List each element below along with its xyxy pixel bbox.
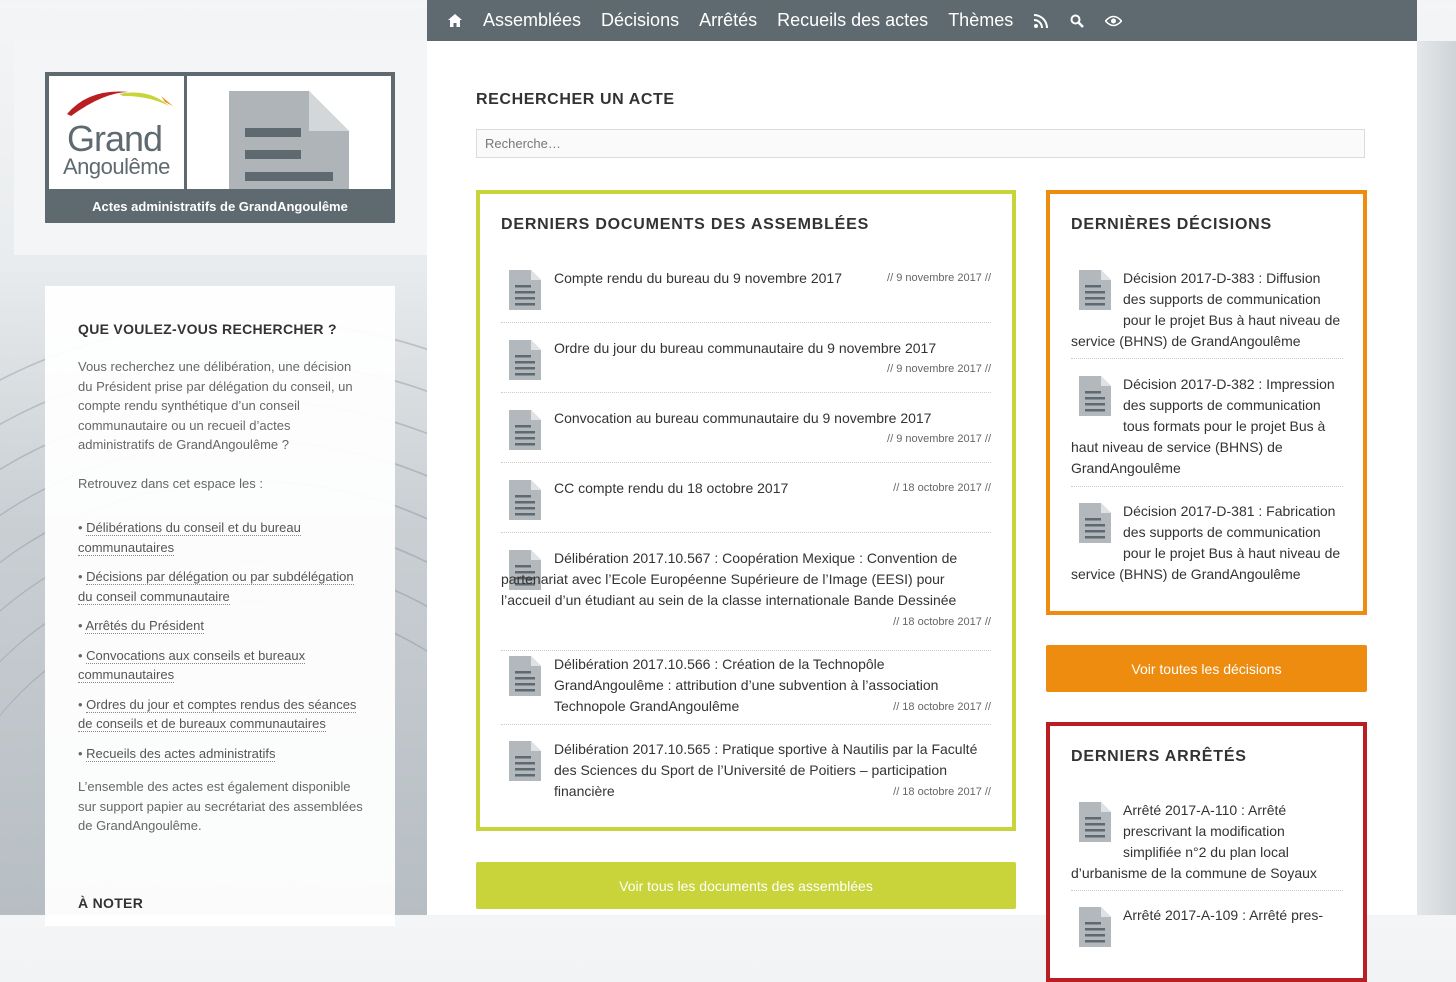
document-icon xyxy=(509,410,541,450)
document-date: // 9 novembre 2017 // xyxy=(887,272,991,284)
logo-grand-text: Grand xyxy=(67,118,163,159)
divider xyxy=(1071,890,1343,891)
main-nav xyxy=(427,0,1131,41)
logo-angouleme-text: Angoulême xyxy=(63,154,170,179)
document-title[interactable]: Délibération 2017.10.566 : Création de la Technopôle GrandAngoulême : attribution d’une subvention à l’association Technopole GrandAngoulême xyxy=(554,656,939,714)
rss-icon[interactable] xyxy=(1023,12,1059,30)
all-assemblees-button[interactable]: Voir tous les documents des assemblées xyxy=(476,862,1016,909)
logo-caption: Actes administratifs de GrandAngoulême xyxy=(92,198,348,214)
divider xyxy=(501,462,991,463)
link-deliberations[interactable]: Délibérations du conseil et du bureau communautaires xyxy=(78,520,301,555)
page-title: RECHERCHER UN ACTE xyxy=(476,91,675,108)
divider xyxy=(501,532,991,533)
nav-item-arretes[interactable]: Arrêtés xyxy=(699,10,758,30)
decision-title[interactable]: Décision 2017-D-382 : Impression des supports de communication tous formats pour le projet Bus à haut niveau de service (BHNS) de GrandAngoulême xyxy=(1071,376,1335,476)
list-item[interactable] xyxy=(1071,905,1343,951)
link-convocations[interactable]: Convocations aux conseils et bureaux communautaires xyxy=(78,647,306,682)
nav-item-decisions[interactable]: Décisions xyxy=(601,10,680,30)
list-item[interactable] xyxy=(1071,501,1343,585)
list-item[interactable] xyxy=(501,478,991,518)
document-date: // 18 octobre 2017 // xyxy=(893,616,991,628)
list-item: • Délibérations du conseil et du bureau communautaires xyxy=(78,520,301,555)
sidebar xyxy=(45,286,395,926)
search-input[interactable] xyxy=(476,129,1365,158)
link-ordres-du-jour[interactable]: Ordres du jour et comptes rendus des séances de conseils et de bureaux communautaires xyxy=(78,696,357,731)
document-icon xyxy=(1079,907,1111,947)
divider xyxy=(501,392,991,393)
divider xyxy=(1071,358,1343,359)
document-title[interactable]: Convocation au bureau communautaire du 9 novembre 2017 xyxy=(554,410,932,426)
eye-icon[interactable] xyxy=(1095,12,1131,30)
list-item: • Arrêtés du Président xyxy=(78,618,204,633)
document-date: // 18 octobre 2017 // xyxy=(893,701,991,713)
arrete-title[interactable]: Arrêté 2017-A-109 : Arrêté pres- xyxy=(1123,907,1323,923)
link-decisions[interactable]: Décisions par délégation ou par subdélégation du conseil communautaire xyxy=(78,569,354,604)
list-item[interactable] xyxy=(501,268,991,308)
main-content xyxy=(427,41,1417,923)
sidebar-intro: Vous recherchez une délibération, une décision du Président prise par délégation du conseil, un compte rendu synthétique d’un conseil communautaire ou un recueil d’actes administratifs de GrandAngoulême ? xyxy=(78,359,353,452)
list-item[interactable] xyxy=(1071,800,1343,884)
assemblees-panel xyxy=(476,190,1016,831)
document-title[interactable]: Délibération 2017.10.565 : Pratique sportive à Nautilis par la Faculté des Sciences du Sport de l’Université de Poitiers – participation financière xyxy=(554,741,978,799)
grandangouleme-logo xyxy=(49,76,184,189)
document-title[interactable]: Compte rendu du bureau du 9 novembre 2017 xyxy=(554,270,842,286)
divider xyxy=(501,724,991,725)
document-illustration xyxy=(187,76,391,189)
document-icon xyxy=(1079,503,1111,543)
decisions-panel xyxy=(1046,190,1367,615)
list-item: • Recueils des actes administratifs xyxy=(78,745,276,761)
list-item[interactable] xyxy=(501,739,991,803)
list-item: • Décisions par délégation ou par subdélégation du conseil communautaire xyxy=(78,569,354,604)
divider xyxy=(1071,486,1343,487)
list-item: • Convocations aux conseils et bureaux communautaires xyxy=(78,647,306,682)
list-item[interactable] xyxy=(501,338,991,378)
decision-title[interactable]: Décision 2017-D-381 : Fabrication des supports de communication pour le projet Bus à haut niveau de service (BHNS) de GrandAngoulême xyxy=(1071,503,1341,582)
link-recueils[interactable]: Recueils des actes administratifs xyxy=(86,745,276,761)
sidebar-links xyxy=(78,518,368,773)
arretes-heading: DERNIERS ARRÊTÉS xyxy=(1071,748,1247,765)
site-logo[interactable] xyxy=(45,72,395,223)
document-icon xyxy=(509,741,541,781)
arretes-panel xyxy=(1046,722,1367,982)
document-icon xyxy=(1079,270,1111,310)
search-icon[interactable] xyxy=(1059,12,1095,30)
document-icon xyxy=(509,480,541,520)
link-arretes[interactable]: Arrêtés du Président xyxy=(85,618,204,633)
document-icon xyxy=(509,656,541,696)
document-title[interactable]: CC compte rendu du 18 octobre 2017 xyxy=(554,480,789,496)
list-item[interactable] xyxy=(501,408,991,448)
assemblees-heading: DERNIERS DOCUMENTS DES ASSEMBLÉES xyxy=(501,216,870,233)
all-decisions-button[interactable]: Voir toutes les décisions xyxy=(1046,645,1367,692)
divider xyxy=(501,650,991,651)
list-item[interactable] xyxy=(501,548,991,636)
list-item[interactable] xyxy=(501,654,991,718)
list-item: • Ordres du jour et comptes rendus des séances de conseils et de bureaux communautaires xyxy=(78,696,357,731)
document-title[interactable]: Délibération 2017.10.567 : Coopération Mexique : Convention de partenariat avec l’Ecole Européenne Supérieure de l’Image (EESI) pour l’accueil d’un étudiant au sein de la classe internationale Bande Dessinée xyxy=(501,550,958,608)
document-date: // 9 novembre 2017 // xyxy=(887,433,991,445)
arrete-title[interactable]: Arrêté 2017-A-110 : Arrêté prescrivant la modification simplifiée n°2 du plan local d’urbanisme de la commune de Soyaux xyxy=(1071,802,1317,881)
nav-item-recueils[interactable]: Recueils des actes xyxy=(777,10,929,30)
document-icon xyxy=(509,340,541,380)
sidebar-heading: QUE VOULEZ-VOUS RECHERCHER ? xyxy=(78,321,337,337)
document-date: // 18 octobre 2017 // xyxy=(893,786,991,798)
nav-item-themes[interactable]: Thèmes xyxy=(948,10,1014,30)
document-title[interactable]: Ordre du jour du bureau communautaire du 9 novembre 2017 xyxy=(554,340,937,356)
note-heading: À NOTER xyxy=(78,895,144,911)
decision-title[interactable]: Décision 2017-D-383 : Diffusion des supports de communication pour le projet Bus à haut niveau de service (BHNS) de GrandAngoulême xyxy=(1071,270,1341,349)
document-date: // 9 novembre 2017 // xyxy=(887,363,991,375)
document-icon xyxy=(509,270,541,310)
decisions-heading: DERNIÈRES DÉCISIONS xyxy=(1071,216,1273,233)
right-margin xyxy=(1417,41,1456,915)
home-icon[interactable] xyxy=(437,12,473,30)
document-icon xyxy=(1079,376,1111,416)
document-date: // 18 octobre 2017 // xyxy=(893,482,991,494)
document-icon xyxy=(1079,802,1111,842)
list-item[interactable] xyxy=(1071,268,1343,352)
nav-item-assemblees[interactable]: Assemblées xyxy=(483,10,582,30)
sidebar-outro: L’ensemble des actes est également disponible sur support papier au secrétariat des assemblées de GrandAngoulême. xyxy=(78,779,363,833)
list-item[interactable] xyxy=(1071,374,1343,479)
sidebar-retrouvez: Retrouvez dans cet espace les : xyxy=(78,476,263,491)
divider xyxy=(501,322,991,323)
